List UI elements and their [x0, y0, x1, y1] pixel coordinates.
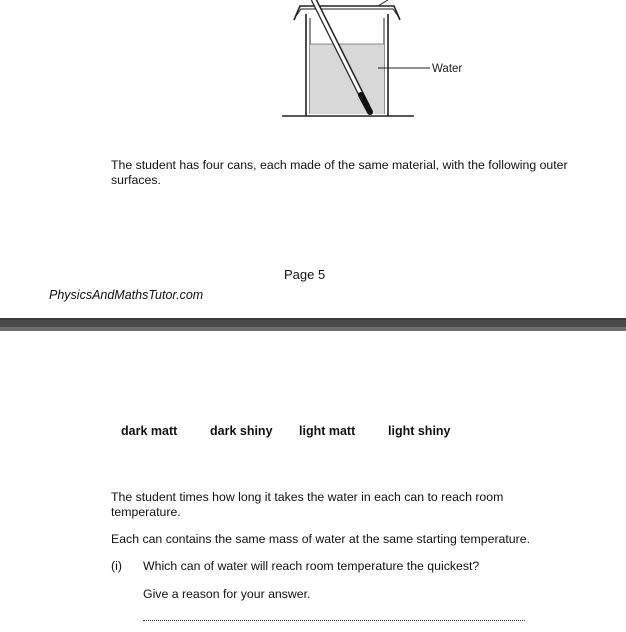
water: [310, 44, 384, 114]
page-separator: [0, 318, 626, 331]
answer-line[interactable]: [143, 614, 525, 621]
surface-light-matt: light matt: [299, 424, 356, 438]
surface-dark-shiny: dark shiny: [210, 424, 273, 438]
page-6-top: [0, 331, 626, 632]
surface-dark-matt: dark matt: [121, 424, 178, 438]
lid-handle: [378, 0, 388, 6]
timing-text: The student times how long it takes the water in each can to reach room temperature.: [111, 490, 504, 519]
question-number: (i): [111, 559, 122, 573]
surface-light-shiny: light shiny: [388, 424, 451, 438]
intro-text: The student has four cans, each made of the same material, with the following outer surfaces.: [111, 158, 568, 187]
beaker-diagram: [270, 0, 490, 125]
page-number: Page 5: [284, 267, 326, 282]
same-mass-text: Each can contains the same mass of water at the same starting temperature.: [111, 532, 530, 546]
brand-footer: PhysicsAndMathsTutor.com: [49, 288, 204, 302]
water-label: Water: [432, 63, 463, 75]
lid-inner: [296, 9, 398, 16]
question-text: Which can of water will reach room temperature the quickest?: [143, 559, 480, 573]
instruction-text: Give a reason for your answer.: [143, 587, 311, 601]
lid: [294, 6, 400, 20]
